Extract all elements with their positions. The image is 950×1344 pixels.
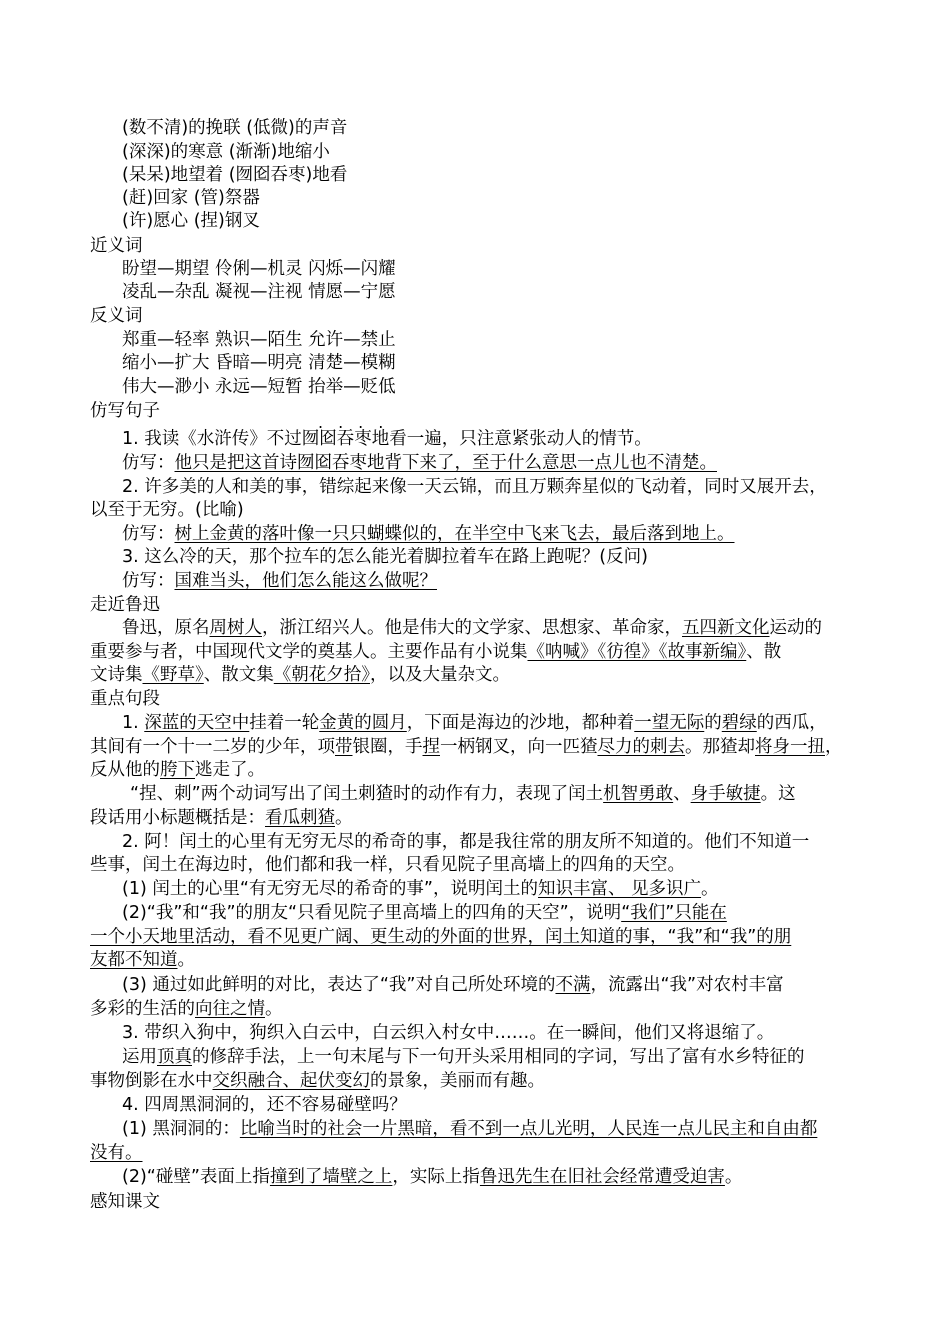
text-run: 。 — [724, 1167, 743, 1187]
antonym-row: 缩小—扩大 昏暗—明亮 清楚—模糊 — [122, 353, 396, 373]
paragraph-line — [122, 974, 784, 996]
section-heading-key-passages: 重点句段 — [90, 689, 160, 709]
answer-label: 仿写： — [122, 571, 175, 591]
underlined-term: 机智勇敢 — [603, 784, 674, 804]
paragraph-line — [122, 617, 822, 639]
underlined-term: 将身一扭 — [755, 737, 825, 757]
text-run: (1) 闰土的心里“有无穷无尽的希奇的事”，说明闰土的 — [122, 879, 538, 899]
text-run: ，浙江绍兴人。他是伟大的文学家、思想家、革命家， — [262, 618, 682, 638]
text-run: 。 — [335, 808, 353, 828]
text-run: 的西瓜， — [756, 713, 827, 733]
text-run: 运动的 — [769, 618, 822, 638]
text-run: 文诗集 — [90, 665, 143, 685]
answer-text: 树上金黄的落叶像一只只蝴蝶似的，在半空中飞来飞去，最后落到地上。 — [174, 524, 735, 544]
underlined-term: 深蓝的天空中 — [144, 713, 250, 733]
vocab-line: (呆呆)地望着 (囫囵吞枣)地看 — [122, 165, 348, 185]
paragraph-line — [90, 926, 791, 948]
text-run: 多彩的生活的 — [90, 999, 195, 1019]
paragraph-line: 4. 四周黑洞洞的，还不容易碰壁吗？ — [122, 1095, 407, 1115]
text-run: 银圈，手 — [352, 737, 423, 757]
underlined-term: 顶真 — [157, 1047, 192, 1067]
paragraph-line: 2. 阿！闰土的心里有无穷无尽的希奇的事，都是我往常的朋友所不知道的。他们不知道一 — [122, 832, 810, 852]
underlined-term: 撞到了墙壁之上 — [269, 1167, 393, 1187]
underlined-term: 友都不知道 — [90, 950, 178, 970]
section-heading-synonyms: 近义词 — [90, 236, 143, 256]
text-run: 段话用小标题概括是： — [90, 808, 265, 828]
vocab-line: (数不清)的挽联 (低微)的声音 — [122, 118, 348, 138]
vocab-line: (许)愿心 (捏)钢叉 — [122, 211, 260, 231]
text-run: 运用 — [122, 1047, 157, 1067]
example-sentence: 1. 我读《水浒传》不过囫囵吞枣地看一遍，只注意紧张动人的情节。 — [122, 429, 652, 449]
text-run: “捏、刺”两个动词写出了闰土刺猹时的动作有力，表现了闰土 — [130, 784, 604, 804]
answer-text: 他只是把这首诗囫囵吞枣地背下来了，至于什么意思一点儿也不清楚。 — [174, 453, 717, 473]
underlined-term: 一个小天地里活动，看不见更广阔、更生动的外面的世界，闰土知道的事，“我”和“我”的朋 — [90, 927, 792, 947]
paragraph-line — [130, 783, 796, 805]
text-run: (1) 黑洞洞的： — [122, 1119, 240, 1139]
text-run: 。 — [701, 879, 719, 899]
synonym-row: 凌乱—杂乱 凝视—注视 情愿—宁愿 — [122, 282, 396, 302]
underlined-term: 《野草》 — [142, 665, 204, 685]
underlined-term: 知识丰富、 见多识广 — [537, 879, 702, 899]
underlined-term: 胯下 — [160, 760, 195, 780]
text-run: 重要参与者，中国现代文学的奠基人。主要作品有小说集 — [90, 642, 528, 662]
underlined-term: 比喻当时的社会一片黑暗，看不到一点儿光明，人民连一点儿民主和自由都 — [239, 1119, 818, 1139]
section-heading-antonyms: 反义词 — [90, 306, 143, 326]
underlined-term: 一望无际 — [634, 713, 705, 733]
example-sentence: 3. 这么冷的天，那个拉车的怎么能光着脚拉着车在路上跑呢？(反问) — [122, 547, 648, 567]
antonym-row: 郑重—轻率 熟识—陌生 允许—禁止 — [122, 330, 396, 350]
underlined-term: 身手敏捷 — [690, 784, 761, 804]
imitation-answer — [122, 570, 437, 592]
text-run: ，实际上指 — [392, 1167, 480, 1187]
text-run: 。 — [265, 999, 283, 1019]
section-heading-luxun: 走近鲁迅 — [90, 595, 160, 615]
paragraph-line: 3. 带织入狗中，狗织入白云中，白云织入村女中……。在一瞬间，他们又将退缩了。 — [122, 1023, 775, 1043]
antonym-row: 伟大—渺小 永远—短暂 抬举—贬低 — [122, 377, 396, 397]
underlined-term: 鲁迅先生在旧社会经常遭受迫害 — [479, 1167, 725, 1187]
text-run: 的 — [704, 713, 722, 733]
text-run: 事物倒影在水中 — [90, 1071, 213, 1091]
paragraph-line — [90, 664, 510, 686]
text-run: 。这 — [760, 784, 796, 804]
paragraph-line — [122, 1166, 742, 1188]
text-run: ，以及大量杂文。 — [370, 665, 510, 685]
text-run: 挂着一轮 — [249, 713, 320, 733]
vocab-line: (深深)的寒意 (渐渐)地缩小 — [122, 142, 330, 162]
paragraph-line: 些事，闰土在海边时，他们都和我一样，只看见院子里高墙上的四角的天空。 — [90, 855, 685, 875]
text-run: 一柄钢叉，向一匹猹 — [440, 737, 598, 757]
answer-text: 国难当头，他们怎么能这么做呢？ — [174, 571, 437, 591]
text-run: 的修辞手法，上一句末尾与下一句开头采用相同的字词，写出了富有水乡特征的 — [192, 1047, 805, 1067]
text-run: 1. — [122, 713, 145, 733]
text-run: 。 — [177, 950, 195, 970]
paragraph-line — [90, 998, 283, 1020]
example-sentence: 2. 许多美的人和美的事，错综起来像一天云锦，而且万颗奔星似的飞动着，同时又展开去， — [122, 477, 827, 497]
text-run: ，下面是海边的沙地，都种着 — [406, 713, 635, 733]
text-run: (2)“碰壁”表面上指 — [122, 1167, 270, 1187]
example-sentence: 以至于无穷。(比喻) — [90, 500, 244, 520]
underlined-term: 金黄的圆月 — [319, 713, 407, 733]
paragraph-line — [122, 1046, 805, 1068]
underlined-term: 没有。 — [90, 1143, 143, 1163]
underlined-term: 《呐喊》《彷徨》《故事新编》 — [527, 642, 747, 662]
paragraph-line — [90, 641, 781, 663]
underlined-term: 向往之情 — [195, 999, 265, 1019]
underlined-term: 看瓜刺猹 — [265, 808, 335, 828]
imitation-answer — [122, 523, 735, 545]
text-run: 的景象，美丽而有趣。 — [370, 1071, 545, 1091]
underlined-term: 尽力的刺去 — [597, 737, 685, 757]
paragraph-line — [90, 759, 265, 781]
underlined-term: 带 — [335, 737, 353, 757]
paragraph-line — [90, 949, 195, 971]
section-heading-perceive: 感知课文 — [90, 1192, 160, 1212]
imitation-answer — [122, 452, 717, 474]
text-run: (2)“我”和“我”的朋友“只看见院子里高墙上的四角的天空”，说明 — [122, 903, 622, 923]
paragraph-line — [90, 807, 353, 829]
underlined-term: 捏 — [422, 737, 440, 757]
paragraph-line — [122, 878, 719, 900]
paragraph-line — [122, 902, 727, 924]
text-run: 、散文集 — [203, 665, 274, 685]
text-run: 其间有一个十一二岁的少年，项 — [90, 737, 335, 757]
underlined-term: 碧绿 — [721, 713, 757, 733]
vocab-line: (赶)回家 (管)祭器 — [122, 188, 260, 208]
underlined-term: 交织融合、起伏变幻 — [212, 1071, 370, 1091]
underlined-term: 不满 — [555, 975, 591, 995]
paragraph-line — [122, 712, 827, 734]
emphasis-dots: .... — [318, 413, 399, 432]
underlined-term: 五四新文化 — [682, 618, 770, 638]
text-run: 反从他的 — [90, 760, 160, 780]
paragraph-line — [90, 1142, 143, 1164]
answer-label: 仿写： — [122, 524, 175, 544]
text-run: (3) 通过如此鲜明的对比，表达了“我”对自己所处环境的 — [122, 975, 556, 995]
text-run: 、 — [673, 784, 691, 804]
synonym-row: 盼望—期望 伶俐—机灵 闪烁—闪耀 — [122, 259, 396, 279]
underlined-term: 周树人 — [209, 618, 262, 638]
text-run: ，流露出“我”对农村丰富 — [590, 975, 784, 995]
paragraph-line — [122, 1118, 817, 1140]
paragraph-line — [90, 736, 843, 758]
underlined-term: “我们”只能在 — [621, 903, 727, 923]
paragraph-line — [90, 1070, 545, 1092]
underlined-term: 《朝花夕拾》 — [273, 665, 370, 685]
section-heading-imitation: 仿写句子 — [90, 401, 160, 421]
text-run: 、散 — [746, 642, 782, 662]
answer-label: 仿写： — [122, 453, 175, 473]
text-run: 逃走了。 — [195, 760, 265, 780]
text-run: ， — [825, 737, 843, 757]
text-run: 。那猹却 — [685, 737, 755, 757]
text-run: 鲁迅，原名 — [122, 618, 210, 638]
